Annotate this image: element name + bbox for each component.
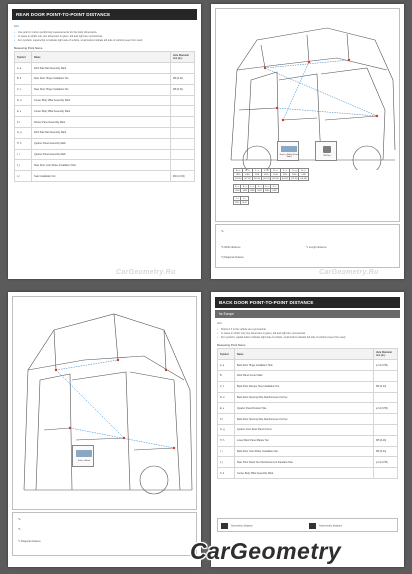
row-name: Roof Panel Center Mark <box>235 371 374 382</box>
row-name: Quarter Panel Division Hole <box>235 403 374 414</box>
table-row <box>218 435 398 446</box>
measuring-point-table <box>14 51 195 182</box>
row-name: Rocker Panel Assembly Mark <box>32 117 171 128</box>
row-name: Quarter Panel Assembly Mark <box>32 138 171 149</box>
page-back-door-diagram <box>8 292 201 567</box>
row-symbol: E, e <box>218 403 235 414</box>
page-back-door-table <box>211 292 404 567</box>
row-symbol: D, d <box>15 95 32 106</box>
table-row <box>15 149 195 160</box>
row-symbol: K, k <box>218 468 235 479</box>
page-title: BACK DOOR POINT-TO-POINT DISTANCE <box>215 297 400 308</box>
row-name: Back Door Damper Stay Installation Nut <box>235 381 374 392</box>
detail-callout-nut: M8 Nut <box>315 141 337 161</box>
row-symbol: I, i <box>218 446 235 457</box>
row-diameter <box>171 149 195 160</box>
row-symbol: J, j <box>218 457 235 468</box>
hint-list <box>14 31 195 42</box>
col-name: Name <box>32 52 171 63</box>
row-symbol: J, j <box>15 160 32 171</box>
col-diameter: Hole Diameter mm (in.) <box>171 52 195 63</box>
row-diameter <box>171 117 195 128</box>
table-row <box>15 95 195 106</box>
legend-frame <box>12 512 197 556</box>
col-name: Name <box>235 349 374 360</box>
row-name: Seat Installation Nut <box>32 171 171 182</box>
row-name: Quarter Inner Rear Panel Corner <box>235 425 374 436</box>
hint-item: • For symbols, superscript is indicate right side of vehicle, small letters indicate left side of vehicle (seen from rear). <box>14 39 195 43</box>
legend-item-a: *a <box>221 230 224 233</box>
row-diameter: M10 (0.39) <box>171 171 195 182</box>
table-row <box>15 128 195 139</box>
row-name: Roof Side Rail Assembly Mark <box>32 128 171 139</box>
page-rear-door-table <box>8 4 201 279</box>
row-symbol: L, l <box>15 171 32 182</box>
row-diameter <box>171 138 195 149</box>
row-diameter: M6 (0.24) <box>374 446 398 457</box>
table-row <box>218 403 398 414</box>
legend-item-c: *c Length distance <box>306 246 327 249</box>
row-symbol: E, e <box>15 106 32 117</box>
legend-item-b: *b <box>18 528 21 531</box>
watermark: CarGeometry.Ru <box>116 269 176 276</box>
hint-item: • In cases in which only one dimension is given, left and right are symmetrical. <box>217 332 398 336</box>
region-bar: for Europe <box>215 310 400 318</box>
row-name: Back Door Hinge Installation Hole <box>235 360 374 371</box>
row-name: Back Door Opening Side Reinforcement Corner <box>235 392 374 403</box>
hint-label: Hint <box>14 24 19 28</box>
section-label: Measuring Point Name <box>217 343 246 348</box>
row-diameter <box>171 106 195 117</box>
distance-table-row3: J - l L - j 1152 1147 <box>235 197 247 204</box>
table-row <box>218 468 398 479</box>
row-name: Rear Door Lock Striker Installation Hole <box>32 160 171 171</box>
legend-item-d: *d Diagonal distance <box>221 256 244 259</box>
hint-item: • Use point 2.1 when performing measurements for the body dimensions. <box>14 31 195 35</box>
row-diameter: M8 (0.31) <box>171 74 195 85</box>
col-diameter: Hole Diameter mm (in.) <box>374 349 398 360</box>
car-body-side-diagram <box>217 10 399 170</box>
watermark: CarGeometry.Ru <box>319 269 379 276</box>
table-row <box>15 138 195 149</box>
legend-item-a: *a <box>18 518 21 521</box>
row-diameter: φ 14 (0.55) <box>374 403 398 414</box>
detail-callout-mark: Such a Mark <box>72 445 94 467</box>
table-row <box>15 117 195 128</box>
table-row <box>15 106 195 117</box>
table-row <box>218 392 398 403</box>
row-symbol: G, g <box>15 128 32 139</box>
row-symbol: B <box>218 371 235 382</box>
row-symbol: C, c <box>218 381 235 392</box>
row-name: Back Door Opening Side Reinforcement Corner <box>235 414 374 425</box>
table-row <box>218 425 398 436</box>
row-diameter <box>374 468 398 479</box>
page-title: REAR DOOR POINT-TO-POINT DISTANCE <box>12 9 197 20</box>
row-diameter <box>171 95 195 106</box>
row-name: Roof Side Rail Assembly Mark <box>32 63 171 74</box>
distance-table-row2: B - c B - f C - e D - i E - j F - l 1095 1408 1388 1567 1480 1402 <box>235 185 277 192</box>
hint-item: • For symbols, capital letters indicate right side of vehicle, small letters indicate left side of vehicle (seen from rear). <box>217 336 398 340</box>
row-symbol: C, c <box>15 84 32 95</box>
asymmetric-icon <box>309 523 316 529</box>
hint-item: • Points 2.1 in the vehicle are symmetrical. <box>217 328 398 332</box>
row-diameter: M5 (0.20) <box>374 435 398 446</box>
legend-item-c: *c Diagonal distance <box>18 540 41 543</box>
col-symbol: Symbol <box>218 349 235 360</box>
row-symbol: H, h <box>15 138 32 149</box>
detail-callout-mark: Such a Mark (Front Side) <box>277 141 299 161</box>
row-symbol: A, a <box>15 63 32 74</box>
row-name: Rear Door Hinge Installation Nut <box>32 74 171 85</box>
row-diameter: M8 (0.31) <box>171 84 195 95</box>
row-name: Rear Floor Panel No.2 Reinforcement Standard Hole <box>235 457 374 468</box>
row-name: Center Body Pillar Assembly Mark <box>32 95 171 106</box>
legend-asymmetric: Asymmetric distance <box>309 523 342 529</box>
table-row <box>218 360 398 371</box>
row-diameter: φ 14 (0.55) <box>374 360 398 371</box>
row-diameter <box>374 414 398 425</box>
hint-item: • In cases in which only one dimension is given, left and right are symmetrical. <box>14 35 195 39</box>
distance-table-row1: A - a B - b C - c D - d E - e F - f G - g H - h 1345 1461 1518 1420 1510 1574 1340 1435 (52.95) (57.52) (59.76) (55.91) (59.45) (61.97) (52.76) (56.50) <box>235 169 307 180</box>
table-row <box>15 171 195 182</box>
row-name: Rear Door Hinge Installation Nut <box>32 84 171 95</box>
table-row <box>218 381 398 392</box>
symmetric-icon <box>221 523 228 529</box>
col-symbol: Symbol <box>15 52 32 63</box>
row-name: Back Door Lock Striker Installation Nut <box>235 446 374 457</box>
row-symbol: A, a <box>218 360 235 371</box>
table-row <box>15 63 195 74</box>
brand-logo: CarGeometry <box>190 538 342 564</box>
row-diameter <box>374 425 398 436</box>
car-rear-body-diagram <box>14 300 196 500</box>
row-symbol: B, b <box>15 74 32 85</box>
hint-label: Hint <box>217 321 222 325</box>
row-symbol: H, h <box>218 435 235 446</box>
legend-item-b: *b Width distance <box>221 246 241 249</box>
table-row <box>15 74 195 85</box>
section-label: Measuring Point Name <box>14 46 43 51</box>
table-row <box>218 371 398 382</box>
row-symbol: G, g <box>218 425 235 436</box>
row-name: Lower Back Panel Marker Nut <box>235 435 374 446</box>
table-row <box>15 84 195 95</box>
row-diameter: φ 14 (0.55) <box>374 457 398 468</box>
row-diameter <box>374 392 398 403</box>
row-symbol: D, d <box>218 392 235 403</box>
table-row <box>218 414 398 425</box>
page-rear-door-diagram <box>211 4 404 279</box>
row-name: Center Body Pillar Assembly Mark <box>32 106 171 117</box>
row-diameter <box>171 63 195 74</box>
row-symbol: I, i <box>15 149 32 160</box>
table-row <box>218 457 398 468</box>
row-diameter <box>374 371 398 382</box>
row-name: Center Body Pillar Assembly Mark <box>235 468 374 479</box>
legend-symmetric: Symmetric distance <box>221 523 253 529</box>
row-diameter <box>171 160 195 171</box>
row-diameter: M6 (0.24) <box>374 381 398 392</box>
table-row <box>15 160 195 171</box>
measuring-point-table <box>217 348 398 479</box>
hint-list <box>217 328 398 339</box>
table-row <box>218 446 398 457</box>
row-symbol: F, f <box>15 117 32 128</box>
row-symbol: F, f <box>218 414 235 425</box>
row-diameter <box>171 128 195 139</box>
row-name: Quarter Panel Assembly Mark <box>32 149 171 160</box>
